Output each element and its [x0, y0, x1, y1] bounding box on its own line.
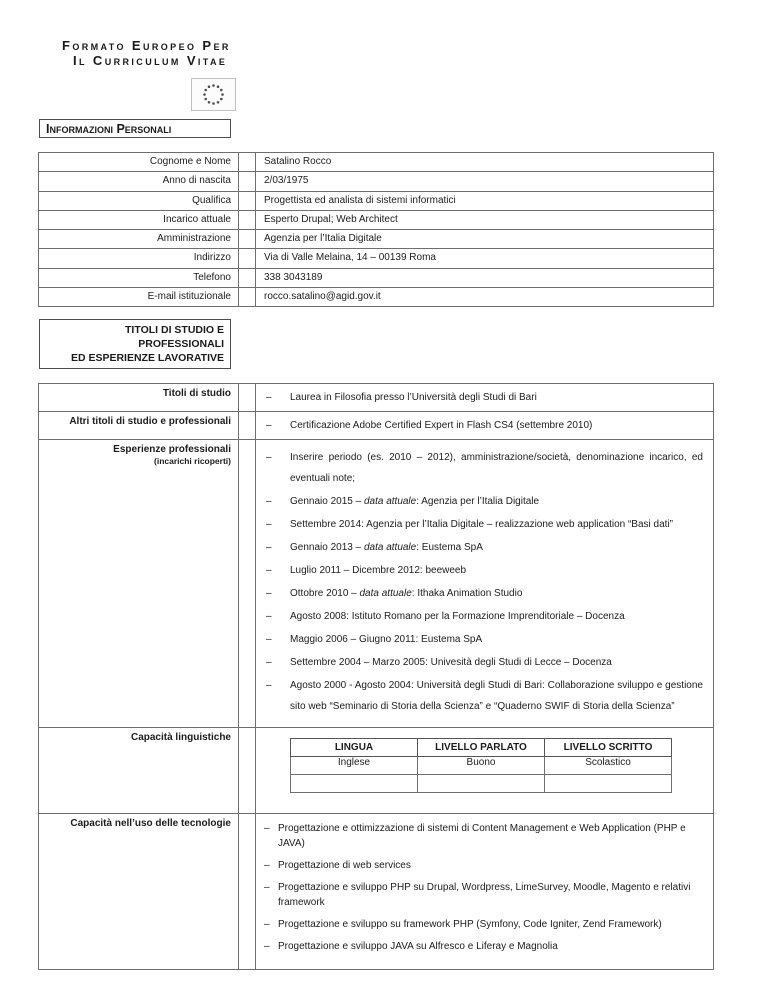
- language-cell: [418, 775, 545, 793]
- language-column-header: LIVELLO PARLATO: [418, 739, 545, 757]
- personal-info-row: [39, 230, 714, 249]
- language-cell: [545, 775, 672, 793]
- row-label: Anno di nascita: [39, 172, 239, 191]
- spacer-cell: [239, 268, 256, 287]
- qualifications-table: [38, 383, 714, 970]
- row-label: Amministrazione: [39, 230, 239, 249]
- personal-info-row: [39, 268, 714, 287]
- experience-item: – Agosto 2000 - Agosto 2004: Università degli Studi di Bari: Collaborazione sviluppo e gestione sito web “Seminario di Storia della Scienza” e “Quaderno SWIF di Storia della Scienza”: [264, 675, 703, 717]
- technology-item: – Progettazione e sviluppo PHP su Drupal, Wordpress, LimeSurvey, Moodle, Magento e relativi framework: [264, 880, 703, 910]
- technology-item: – Progettazione di web services: [264, 858, 703, 873]
- spacer-cell: [239, 440, 256, 728]
- row-value: 2/03/1975: [256, 172, 714, 191]
- row-label: Capacità nell’uso delle tecnologie: [39, 814, 239, 970]
- spacer-cell: [239, 153, 256, 172]
- language-column-header: LINGUA: [291, 739, 418, 757]
- row-value: 338 3043189: [256, 268, 714, 287]
- document-title-line2: Il Curriculum Vitae: [73, 53, 228, 68]
- personal-info-row: [39, 210, 714, 229]
- heading-line: PROFESSIONALI: [138, 338, 224, 350]
- experience-item: – Settembre 2004 – Marzo 2005: Univesità degli Studi di Lecce – Docenza: [264, 652, 703, 673]
- personal-info-row: [39, 288, 714, 307]
- personal-info-row: [39, 172, 714, 191]
- language-row: [291, 757, 672, 775]
- row-value: rocco.satalino@agid.gov.it: [256, 288, 714, 307]
- spacer-cell: [239, 288, 256, 307]
- row-value: Via di Valle Melaina, 14 – 00139 Roma: [256, 249, 714, 268]
- row-label: Capacità linguistiche: [39, 728, 239, 814]
- row-label: Qualifica: [39, 191, 239, 210]
- experience-item: – Maggio 2006 – Giugno 2011: Eustema SpA: [264, 629, 703, 650]
- personal-info-row: [39, 153, 714, 172]
- heading-line: ED ESPERIENZE LAVORATIVE: [70, 352, 224, 364]
- row-label: Altri titoli di studio e professionali: [39, 412, 239, 440]
- technology-item: – Progettazione e ottimizzazione di sistemi di Content Management e Web Application (PHP e JAVA): [264, 821, 703, 851]
- row-label: Incarico attuale: [39, 210, 239, 229]
- document-title-line1: Formato Europeo Per: [62, 38, 231, 53]
- spacer-cell: [239, 814, 256, 970]
- row-value: Agenzia per l’Italia Digitale: [256, 230, 714, 249]
- language-cell: Buono: [418, 757, 545, 775]
- row-capacita-linguistiche: [39, 728, 714, 814]
- heading-line: TITOLI DI STUDIO E: [125, 324, 224, 336]
- row-capacita-tecnologie: [39, 814, 714, 970]
- experience-item: – Settembre 2014: Agenzia per l’Italia Digitale – realizzazione web application “Basi dati”: [264, 514, 703, 535]
- row-sublabel: (incarichi ricoperti): [154, 456, 231, 466]
- experience-item: – Luglio 2011 – Dicembre 2012: beeweeb: [264, 560, 703, 581]
- technology-item: – Progettazione e sviluppo JAVA su Alfresco e Liferay e Magnolia: [264, 939, 703, 954]
- language-cell: Inglese: [291, 757, 418, 775]
- row-label: Cognome e Nome: [39, 153, 239, 172]
- experience-item: – Gennaio 2013 – data attuale: Eustema SpA: [264, 537, 703, 558]
- language-skills-table: [290, 738, 672, 793]
- experience-item: – Ottobre 2010 – data attuale: Ithaka Animation Studio: [264, 583, 703, 604]
- experience-item: – Inserire periodo (es. 2010 – 2012), amministrazione/società, denominazione incarico, ed eventuali note;: [264, 447, 703, 489]
- row-value: Esperto Drupal; Web Architect: [256, 210, 714, 229]
- language-cell: [291, 775, 418, 793]
- row-label: Esperienze professionali: [113, 444, 231, 455]
- spacer-cell: [239, 412, 256, 440]
- document-title: [62, 38, 231, 68]
- experience-item: – Agosto 2008: Istituto Romano per la Formazione Imprenditoriale – Docenza: [264, 606, 703, 627]
- spacer-cell: [239, 191, 256, 210]
- row-value: Progettista ed analista di sistemi informatici: [256, 191, 714, 210]
- eu-flag-stars: [192, 79, 235, 110]
- language-cell: Scolastico: [545, 757, 672, 775]
- row-titoli-di-studio: [39, 384, 714, 412]
- technology-item: – Progettazione e sviluppo su framework PHP (Symfony, Code Igniter, Zend Framework): [264, 917, 703, 932]
- experience-item: – Gennaio 2015 – data attuale: Agenzia per l’Italia Digitale: [264, 491, 703, 512]
- row-label: Indirizzo: [39, 249, 239, 268]
- personal-info-row: [39, 249, 714, 268]
- row-esperienze-professionali: [39, 440, 714, 728]
- spacer-cell: [239, 210, 256, 229]
- row-value: Satalino Rocco: [256, 153, 714, 172]
- section-heading-personal: Informazioni Personali: [39, 119, 231, 138]
- language-table-header-row: [291, 739, 672, 757]
- language-row: [291, 775, 672, 793]
- row-label: Titoli di studio: [39, 384, 239, 412]
- study-title-item: – Laurea in Filosofia presso l’Università degli Studi di Bari: [264, 389, 705, 407]
- personal-info-row: [39, 191, 714, 210]
- other-title-item: – Certificazione Adobe Certified Expert in Flash CS4 (settembre 2010): [264, 417, 705, 435]
- language-column-header: LIVELLO SCRITTO: [545, 739, 672, 757]
- section-heading-titles: [39, 319, 231, 369]
- row-label: Telefono: [39, 268, 239, 287]
- eu-flag-icon: [191, 78, 236, 111]
- spacer-cell: [239, 230, 256, 249]
- spacer-cell: [239, 728, 256, 814]
- row-altri-titoli: [39, 412, 714, 440]
- spacer-cell: [239, 249, 256, 268]
- row-label: E-mail istituzionale: [39, 288, 239, 307]
- spacer-cell: [239, 384, 256, 412]
- personal-info-table: [38, 152, 714, 307]
- spacer-cell: [239, 172, 256, 191]
